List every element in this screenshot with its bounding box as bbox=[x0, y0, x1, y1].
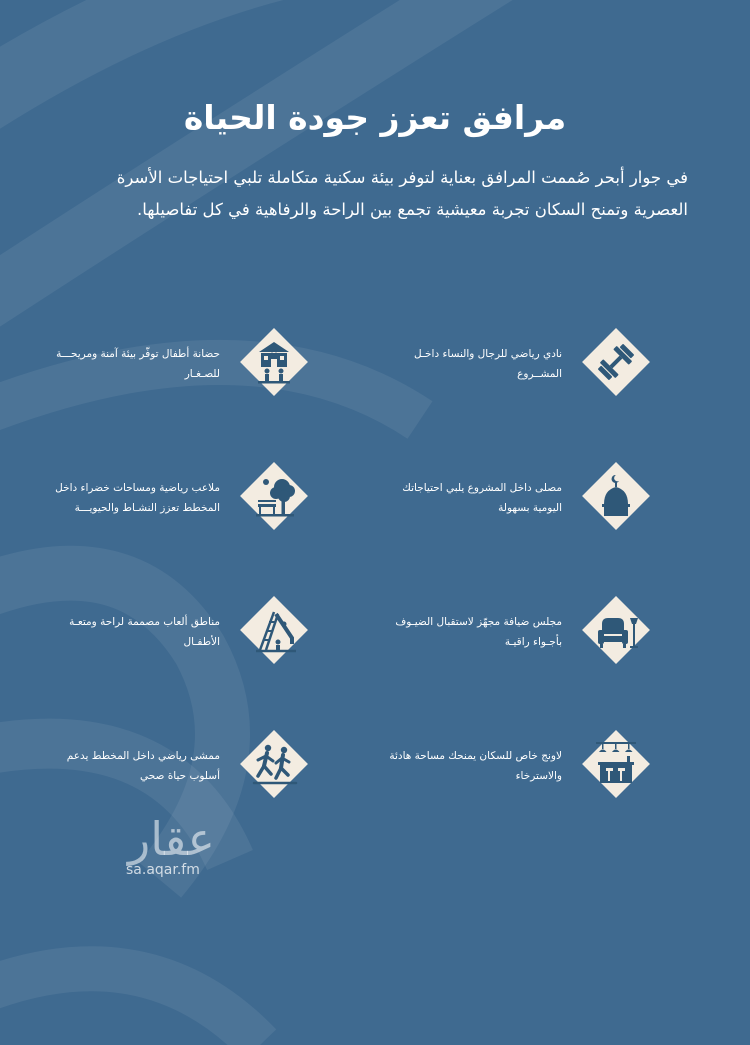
amenity-label: لاونج خاص للسكان يمنحك مساحة هادئة والاسترخاء bbox=[389, 750, 562, 782]
nursery-icon bbox=[238, 326, 310, 398]
watermark-url: sa.aqar.fm bbox=[126, 862, 200, 878]
amenity-label: مصلى داخل المشروع يلبي احتياجاتك اليومية بسهولة bbox=[402, 482, 562, 514]
page-title: مرافق تعزز جودة الحياة bbox=[183, 98, 567, 137]
amenity-majlis bbox=[380, 600, 750, 680]
playground-slide-icon bbox=[238, 594, 310, 666]
amenity-label: مناطق ألعاب مصممة لراحة ومتعـة الأطفـال bbox=[69, 616, 220, 648]
amenity-playground bbox=[0, 600, 370, 680]
lounge-bar-icon bbox=[580, 728, 652, 800]
amenity-label: ممشى رياضي داخل المخطط يدعم أسلوب حياة صحي bbox=[66, 750, 220, 782]
amenity-label: ملاعب رياضية ومساحات خضراء داخل المخطط تعزز النشـاط والحيويـــة bbox=[55, 482, 220, 514]
amenity-label: مجلس ضيافة مجهّز لاستقبال الضيـوف بأجـواء راقيـة bbox=[395, 616, 562, 648]
armchair-lamp-icon bbox=[580, 594, 652, 666]
amenity-walkway bbox=[0, 734, 370, 814]
dumbbell-icon bbox=[580, 326, 652, 398]
amenity-gym bbox=[380, 332, 750, 412]
watermark-logo: عقار bbox=[128, 812, 215, 866]
mosque-icon bbox=[580, 460, 652, 532]
intro-paragraph: في جوار أبحر صُممت المرافق بعناية لتوفر بيئة سكنية متكاملة تلبي احتياجات الأسرة العصرية وتمنح السكان تجربة معيشية تجمع بين الراحة والرفاهية في كل تفاصيلها. bbox=[116, 168, 688, 219]
amenity-label: حضانة أطفال توفّر بيئة آمنة ومريحـــة للصـغـار bbox=[56, 348, 220, 380]
tree-bench-icon bbox=[238, 460, 310, 532]
amenity-sports-green bbox=[0, 466, 370, 546]
runners-icon bbox=[238, 728, 310, 800]
amenity-prayer-hall bbox=[380, 466, 750, 546]
amenity-label: نادي رياضي للرجال والنساء داخـل المشــروع bbox=[414, 348, 562, 380]
amenity-nursery bbox=[0, 332, 370, 412]
amenity-lounge bbox=[380, 734, 750, 814]
